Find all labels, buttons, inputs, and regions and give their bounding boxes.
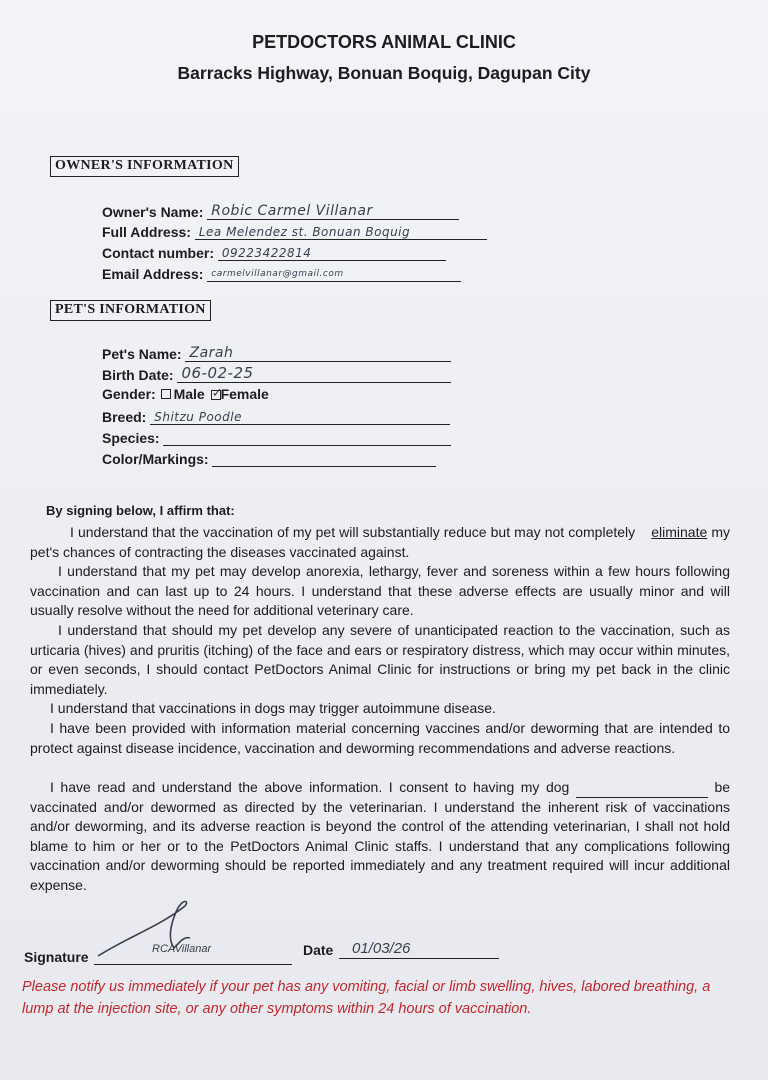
owner-address-label: Full Address:: [102, 224, 191, 240]
pet-color-label: Color/Markings:: [102, 451, 209, 467]
signature-label: Signature: [24, 949, 89, 965]
notice-text: Please notify us immediately if your pet has any vomiting, facial or limb swelling, hives, labored breathing, a lump at the injection site, or any other symptoms within 24 hours of vaccination.: [22, 979, 711, 1017]
gender-female-checkbox[interactable]: [211, 389, 221, 399]
pet-name-value: Zarah: [189, 345, 234, 361]
pet-species-row: [102, 428, 451, 446]
pet-birth-field[interactable]: [177, 365, 451, 383]
gender-male-label: Male: [173, 386, 205, 402]
pet-species-field[interactable]: [163, 428, 451, 446]
pet-breed-label: Breed:: [102, 409, 147, 425]
owner-section-title: OWNER'S INFORMATION: [50, 156, 239, 177]
gender-female-label: Female: [220, 386, 269, 402]
owner-contact-field[interactable]: [218, 243, 446, 261]
pet-birth-label: Birth Date:: [102, 367, 174, 383]
affirmation-p1-eliminate: eliminate: [651, 524, 708, 540]
signature-value: RCAVillanar: [152, 943, 212, 955]
pet-birth-row: [102, 365, 451, 383]
signature-scribble-icon: [90, 896, 250, 966]
owner-contact-value: 09223422814: [221, 246, 312, 260]
owner-email-label: Email Address:: [102, 266, 204, 282]
pet-gender-label: Gender:: [102, 386, 156, 402]
pet-color-field[interactable]: [212, 449, 436, 467]
pet-birth-value: 06-02-25: [181, 364, 254, 382]
owner-name-row: [102, 202, 459, 220]
affirmation-paragraph-5: I have been provided with information material concerning vaccines and/or deworming that are intended to protect against disease incidence, vaccination and deworming recommendations and adverse reactions.: [30, 720, 730, 756]
affirmation-paragraph-3: I understand that should my pet develop any severe of unanticipated reaction to the vaccination, such as urticaria (hives) and pruritis (itching) of the face and ears or respiratory distress, which may occur within minutes, or even seconds, I should contact PetDoctors Animal Clinic for instructions or bring my pet back in the clinic immediately.: [30, 622, 730, 697]
dog-name-blank[interactable]: [576, 783, 708, 798]
owner-name-value: Robic Carmel Villanar: [211, 203, 373, 219]
owner-name-field[interactable]: [207, 202, 459, 220]
pet-color-row: [102, 449, 436, 467]
owner-address-value: Lea Melendez st. Bonuan Boquig: [198, 225, 411, 239]
affirmation-p1-start: I understand that the vaccination of my pet will substantially reduce but may not completely: [70, 524, 636, 540]
affirmation-paragraph-4: I understand that vaccinations in dogs may trigger autoimmune disease.: [50, 700, 496, 716]
affirmation-paragraph-6: [30, 778, 730, 896]
pet-name-label: Pet's Name:: [102, 346, 182, 362]
owner-address-row: [102, 222, 487, 240]
pet-breed-value: Shitzu Poodle: [154, 410, 242, 424]
owner-contact-label: Contact number:: [102, 245, 214, 261]
pet-name-row: [102, 344, 451, 362]
pet-breed-field[interactable]: [150, 407, 450, 425]
affirmation-p1-end: my pet's chances of contracting the diseases vaccinated against.: [30, 524, 731, 560]
date-label: Date: [303, 942, 334, 958]
owner-contact-row: [102, 243, 446, 261]
affirmation-title: By signing below, I affirm that:: [46, 503, 235, 518]
owner-name-label: Owner's Name:: [102, 204, 204, 220]
owner-address-field[interactable]: [195, 222, 487, 240]
clinic-address: Barracks Highway, Bonuan Boquig, Dagupan City: [177, 63, 591, 83]
affirmation-p6-start: I have read and understand the above information. I consent to having my dog: [50, 779, 570, 795]
owner-email-value: carmelvillanar@gmail.com: [211, 269, 344, 279]
pet-section-title: PET'S INFORMATION: [50, 300, 211, 321]
affirmation-paragraph-1: [30, 523, 730, 562]
date-value: 01/03/26: [352, 940, 411, 957]
affirmation-p6-end: be vaccinated and/or dewormed as directed by the veterinarian. I understand the inherent risk of vaccinations and/or deworming, and its adverse reaction is beyond the control of the attending veterinarian, I shall not hold blame to him or her or to the PetDoctors Animal Clinic staffs. I understand that any complications following vaccination and/or deworming should be reported immediately and any treatment required will incur additional expense.: [30, 779, 731, 893]
pet-breed-row: [102, 407, 450, 425]
owner-email-field[interactable]: [207, 264, 461, 282]
gender-male-checkbox[interactable]: [161, 389, 171, 399]
pet-species-label: Species:: [102, 430, 160, 446]
owner-email-row: [102, 264, 461, 282]
pet-name-field[interactable]: [185, 344, 451, 362]
affirmation-paragraph-2: I understand that my pet may develop anorexia, lethargy, fever and soreness within a few hours following vaccination and can last up to 24 hours. I understand that these adverse effects are usually minor and will usually resolve without the need for additional veterinary care.: [30, 563, 730, 619]
clinic-name: PETDOCTORS ANIMAL CLINIC: [252, 32, 516, 52]
pet-gender-row: [102, 386, 269, 402]
